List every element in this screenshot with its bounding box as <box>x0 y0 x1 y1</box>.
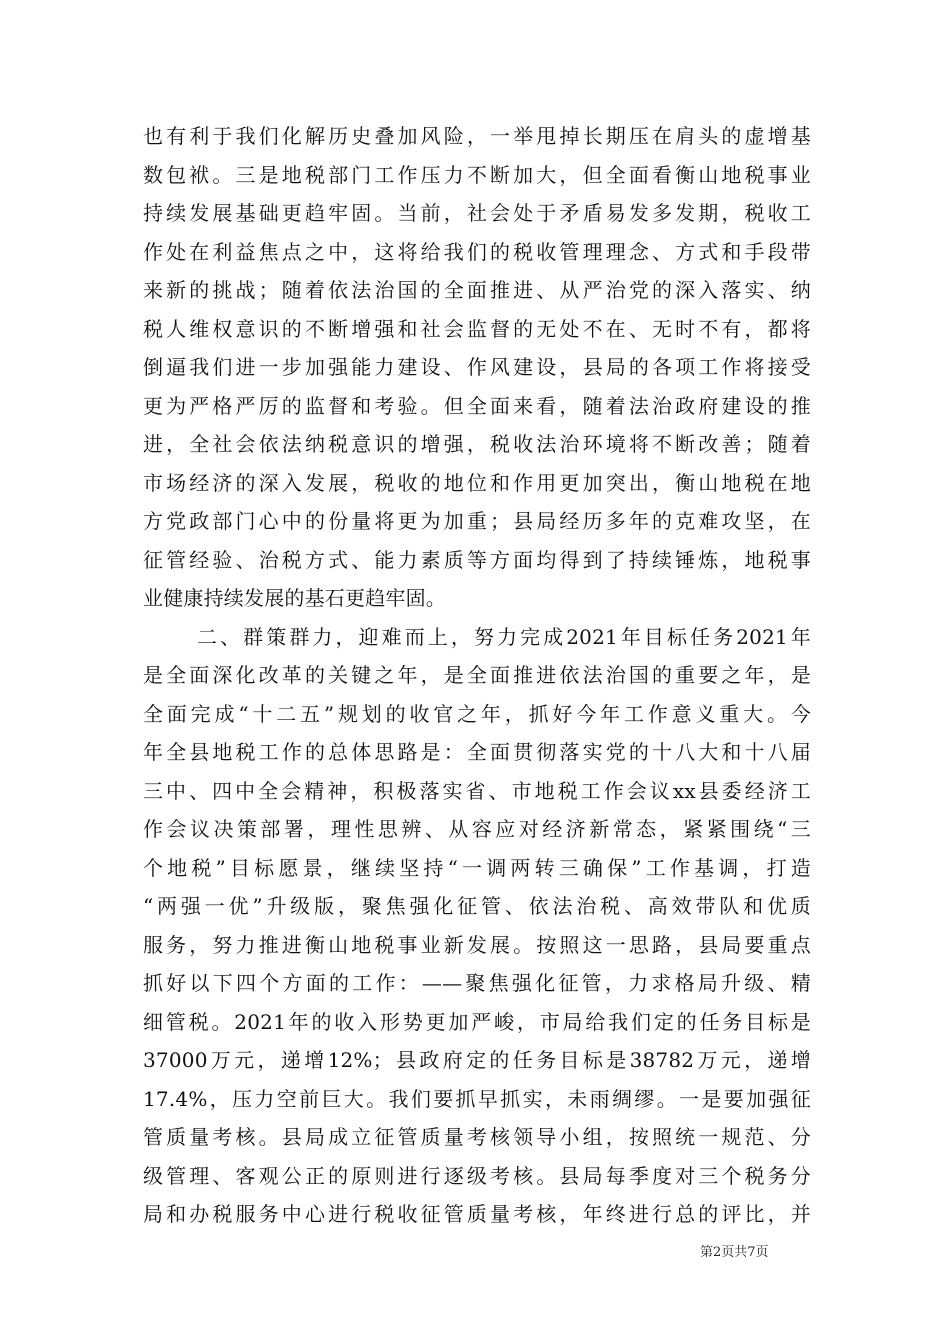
page-number: 第2页共7页 <box>700 1245 769 1260</box>
text-line: 细管税。2021年的收入形势更加严峻，市局给我们定的任务目标是 <box>143 1009 811 1034</box>
text-line: 数包袱。三是地税部门工作压力不断加大，但全面看衡山地税事业 <box>143 162 811 187</box>
text-line: 也有利于我们化解历史叠加风险，一举甩掉长期压在肩头的虚增基 <box>143 124 811 148</box>
text-line: 市场经济的深入发展，税收的地位和作用更加突出，衡山地税在地 <box>143 470 811 495</box>
text-line: 倒逼我们进一步加强能力建设、作风建设，县局的各项工作将接受 <box>143 355 811 379</box>
text-line: 37000万元，递增12%；县政府定的任务目标是38782万元，递增 <box>143 1048 811 1072</box>
text-line: 作处在利益焦点之中，这将给我们的税收管理理念、方式和手段带 <box>143 239 811 264</box>
section-heading-line: 二、群策群力，迎难而上，努力完成2021年目标任务2021年 <box>197 624 811 649</box>
text-line: 作会议决策部署，理性思辨、从容应对经济新常态，紧紧围绕“三 <box>143 817 811 841</box>
text-line: 方党政部门心中的份量将更为加重；县局经历多年的克难攻坚，在 <box>143 509 811 533</box>
text-line: 税人维权意识的不断增强和社会监督的无处不在、无时不有，都将 <box>143 316 811 341</box>
text-line: “两强一优”升级版，聚焦强化征管、依法治税、高效带队和优质 <box>143 894 811 918</box>
text-line: 三中、四中全会精神，积极落实省、市地税工作会议xx县委经济工 <box>143 778 811 803</box>
text-line: 服务，努力推进衡山地税事业新发展。按照这一思路，县局要重点 <box>143 932 811 957</box>
text-line: 个地税”目标愿景，继续坚持“一调两转三确保”工作基调，打造 <box>143 855 811 880</box>
text-line: 管质量考核。县局成立征管质量考核领导小组，按照统一规范、分 <box>143 1125 811 1149</box>
text-line: 17.4%，压力空前巨大。我们要抓早抓实，未雨绸缪。一是要加强征 <box>143 1086 811 1111</box>
text-line: 来新的挑战；随着依法治国的全面推进、从严治党的深入落实、纳 <box>143 278 811 302</box>
paragraph-2 <box>143 618 811 1234</box>
text-line: 更为严格严厉的监督和考验。但全面来看，随着法治政府建设的推 <box>143 393 811 418</box>
text-line: 征管经验、治税方式、能力素质等方面均得到了持续锤炼，地税事 <box>143 547 811 572</box>
text-line: 进，全社会依法纳税意识的增强，税收法治环境将不断改善；随着 <box>143 432 811 456</box>
text-line: 业健康持续发展的基石更趋牢固。 <box>143 586 446 610</box>
paragraph-1 <box>143 117 811 618</box>
text-line: 级管理、客观公正的原则进行逐级考核。县局每季度对三个税务分 <box>143 1163 811 1188</box>
text-line: 抓好以下四个方面的工作：——聚焦强化征管，力求格局升级、精 <box>143 971 811 995</box>
text-line: 全面完成“十二五”规划的收官之年，抓好今年工作意义重大。今 <box>143 701 811 726</box>
text-line: 局和办税服务中心进行税收征管质量考核，年终进行总的评比，并 <box>143 1202 811 1226</box>
text-line: 是全面深化改革的关键之年，是全面推进依法治国的重要之年，是 <box>143 663 811 687</box>
text-line: 年全县地税工作的总体思路是：全面贯彻落实党的十八大和十八届 <box>143 740 811 764</box>
text-line: 持续发展基础更趋牢固。当前，社会处于矛盾易发多发期，税收工 <box>143 201 811 225</box>
body-text <box>143 117 811 1234</box>
